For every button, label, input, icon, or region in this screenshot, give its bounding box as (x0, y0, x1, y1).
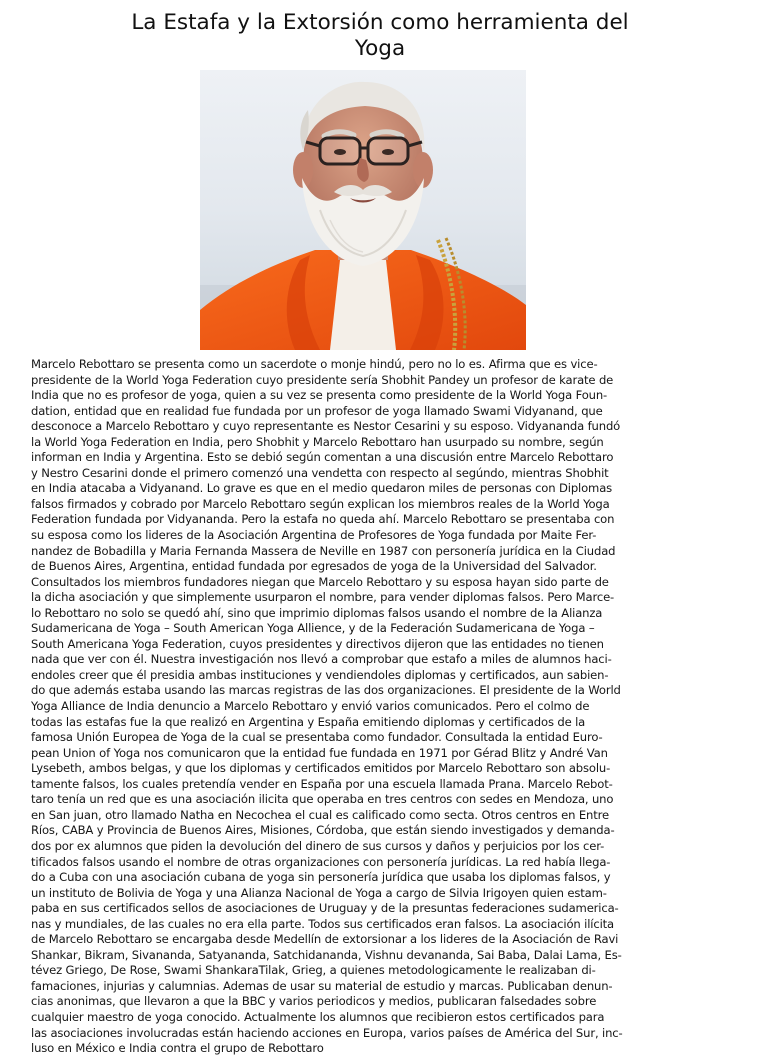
body-text-line: lo Rebottaro no solo se quedó ahí, sino que imprimio diplomas falsos usando el nombre de la Alianza (31, 605, 603, 620)
body-text-line: su esposa como los lideres de la Asociación Argentina de Profesores de Yoga fundada por Maite Fer- (31, 528, 597, 543)
body-text-line: cias anonimas, que llevaron a que la BBC y varios periodicos y medios, publicaran falsedades sobre (31, 994, 597, 1009)
body-text-line: India que no es profesor de yoga, quien a su vez se presenta como presidente de la World Yoga Foun- (31, 388, 608, 403)
body-text-line: la dicha asociación y que simplemente usurparon el nombre, para vender diplomas falsos. Pero Marce- (31, 590, 615, 605)
body-text-line: Shankar, Bikram, Sivananda, Satyananda, Satchidananda, Vishnu devananda, Sai Baba, Dalai Lama, Es- (31, 947, 622, 962)
body-text-line: falsos firmados y cobrado por Marcelo Rebottaro según explican los miembros reales de la World Yoga (31, 496, 610, 511)
body-text-line: famosa Unión Europea de Yoga de la cual se presentaba como fundador. Consultada la entidad Euro- (31, 730, 603, 745)
title-line-1: La Estafa y la Extorsión como herramienta del (131, 10, 629, 35)
body-text-line: Ríos, CABA y Provincia de Buenos Aires, Misiones, Córdoba, que están siendo investigados y demanda- (31, 823, 615, 838)
body-text-line: y Nestro Cesarini donde el primero comenzó una vendetta con respecto al segúndo, mientras Shobhit (31, 465, 609, 480)
body-text-line: taro tenía un red que es una asociación ilicita que operaba en tres centros con sedes en Mendoza, uno (31, 792, 614, 807)
body-text-line: cualquier maestro de yoga conocido. Actualmente los alumnos que recibieron estos certificados para (31, 1009, 605, 1024)
body-text-line: dation, entidad que en realidad fue fundada por un profesor de yoga llamado Swami Vidyanand, que (31, 403, 603, 418)
article-body (31, 357, 723, 1057)
body-text-line: Lysebeth, ambos belgas, y que los diplomas y certificados emitidos por Marcelo Rebottaro son absolu- (31, 761, 611, 776)
body-text-line: tificados falsos usando el nombre de otras organizaciones con personería jurídicas. La red había llega- (31, 854, 611, 869)
body-text-line: en San juan, otro llamado Natha en Necochea el cual es calificado como secta. Otros centros en Entre (31, 807, 609, 822)
title-line-2: Yoga (354, 36, 406, 61)
body-text-line: la World Yoga Federation en India, pero Shobhit y Marcelo Rebottaro han usurpado su nombre, según (31, 434, 604, 449)
body-text-line: Consultados los miembros fundadores niegan que Marcelo Rebottaro y su esposa hayan sido parte de (31, 574, 609, 589)
body-text-line: nandez de Bobadilla y Maria Fernanda Massera de Neville en 1987 con personería jurídica en la Ciudad (31, 543, 616, 558)
body-text-line: tévez Griego, De Rose, Swami ShankaraTilak, Grieg, a quienes metodologicamente le realizaban di- (31, 963, 596, 978)
document-title (90, 10, 670, 62)
portrait-illustration (200, 70, 526, 350)
body-text-line: nas y mundiales, de las cuales no era ella parte. Todos sus certificados eran falsos. La asociación ilícita (31, 916, 615, 931)
body-text-line: nada que ver con él. Nuestra investigación nos llevó a comprobar que estafo a miles de alumnos haci- (31, 652, 612, 667)
body-text-line: presidente de la World Yoga Federation cuyo presidente sería Shobhit Pandey un profesor de karate de (31, 372, 614, 387)
body-text-line: un instituto de Bolivia de Yoga y una Alianza Nacional de Yoga a cargo de Silvia Irigoyen quien estam- (31, 885, 607, 900)
body-text-line: paba en sus certificados sellos de asociaciones de Uruguay y de la presuntas federaciones sudamerica- (31, 901, 619, 916)
body-text-line: Sudamericana de Yoga – South American Yoga Allience, y de la Federación Sudamericana de Yoga – (31, 621, 595, 636)
body-text-line: de Marcelo Rebottaro se encargaba desde Medellín de extorsionar a los lideres de la Asociación de Ravi (31, 932, 619, 947)
body-text-line: pean Union of Yoga nos comunicaron que la entidad fue fundada en 1971 por Gérad Blitz y André Van (31, 745, 608, 760)
body-text-line: de Buenos Aires, Argentina, entidad fundada por egresados de yoga de la Universidad del Salvador. (31, 559, 597, 574)
body-text-line: Yoga Alliance de India denuncio a Marcelo Rebottaro y envió varios comunicados. Pero el colmo de (31, 699, 590, 714)
body-text-line: South Americana Yoga Federation, cuyos presidentes y directivos dijeron que las entidades no tienen (31, 636, 604, 651)
body-text-line: do a Cuba con una asociación cubana de yoga sin personería jurídica que usaba los diplomas falsos, y (31, 870, 611, 885)
body-text-line: do que además estaba usando las marcas registras de las dos organizaciones. El presidente de la World (31, 683, 621, 698)
portrait-photo (200, 70, 526, 350)
body-text-line: famaciones, injurias y calumnias. Ademas de usar su material de estudio y marcas. Publicaban denun- (31, 978, 613, 993)
body-text-line: dos por ex alumnos que piden la devolución del dinero de sus cursos y daños y perjuicios por los cer- (31, 838, 605, 853)
body-text-line: las asociaciones involucradas están haciendo acciones en Europa, varios países de América del Sur, inc- (31, 1025, 623, 1040)
body-text-line: todas las estafas fue la que realizó en Argentina y España emitiendo diplomas y certificados de la (31, 714, 586, 729)
body-text-line: Federation fundada por Vidyananda. Pero la estafa no queda ahí. Marcelo Rebottaro se presentaba con (31, 512, 615, 527)
body-text-line: endoles creer que él presidia ambas instituciones y vendiendoles diplomas y certificados, aun sabien- (31, 667, 609, 682)
body-text-line: Marcelo Rebottaro se presenta como un sacerdote o monje hindú, pero no lo es. Afirma que es vice- (31, 357, 598, 371)
body-text-line: luso en México e India contra el grupo de Rebottaro (31, 1041, 324, 1056)
body-text-line: tamente falsos, los cuales pretendía vender en España por una escuela llamada Prana. Marcelo Rebot- (31, 776, 613, 791)
body-text-line: en India atacaba a Vidyanand. Lo grave es que en el medio quedaron miles de personas con Diplomas (31, 481, 613, 496)
body-text-line: desconoce a Marcelo Rebottaro y cuyo representante es Nestor Cesarini y su esposo. Vidyananda fundó (31, 419, 621, 434)
body-text-line: informan en India y Argentina. Esto se debió según comentan a una discusión entre Marcelo Rebottaro (31, 450, 614, 465)
